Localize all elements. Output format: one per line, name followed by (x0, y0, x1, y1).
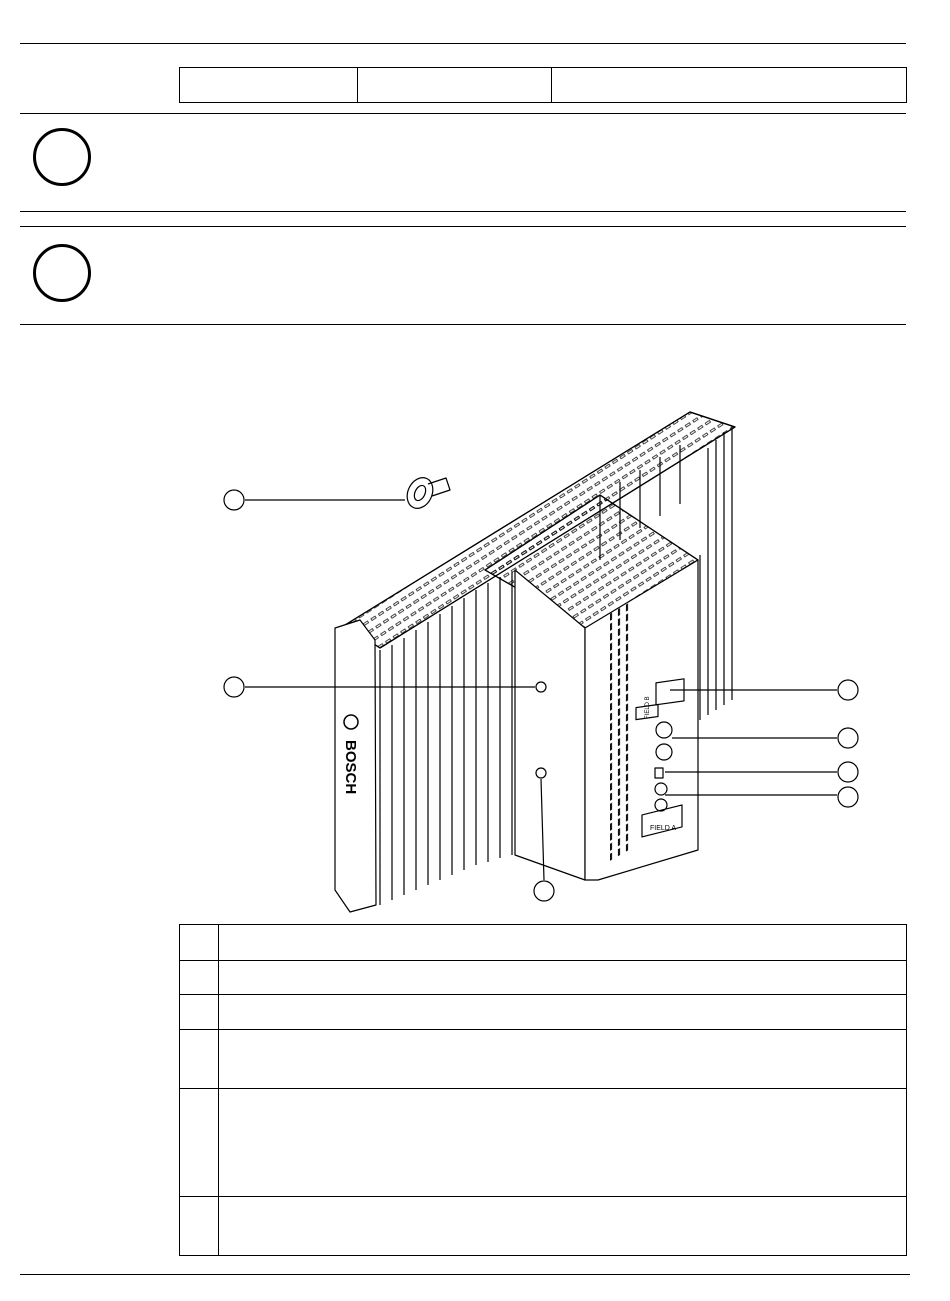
legend-number (180, 961, 219, 995)
legend-row (180, 960, 906, 995)
bottom-rule (20, 1274, 910, 1275)
legend-row (180, 1029, 906, 1089)
legend-table (179, 924, 907, 1256)
legend-number (180, 1197, 219, 1256)
callout-circle (224, 677, 244, 697)
field-a-label: FIELD A (650, 825, 677, 832)
legend-number (180, 1089, 219, 1197)
legend-number (180, 925, 219, 961)
callout-circle (534, 881, 554, 901)
brand-text: BOSCH (342, 740, 359, 795)
legend-number (180, 995, 219, 1030)
legend-row (180, 924, 906, 961)
callout-circle (838, 680, 858, 700)
field-b-label: FIELD B (645, 696, 651, 719)
legend-number (180, 1030, 219, 1089)
callout-circle (224, 490, 244, 510)
legend-row (180, 994, 906, 1030)
callout-circle (838, 787, 858, 807)
callout-circle (838, 728, 858, 748)
eye-bolt (402, 473, 450, 512)
callout-circle (838, 762, 858, 782)
legend-row (180, 1088, 906, 1197)
legend-row (180, 1196, 906, 1256)
